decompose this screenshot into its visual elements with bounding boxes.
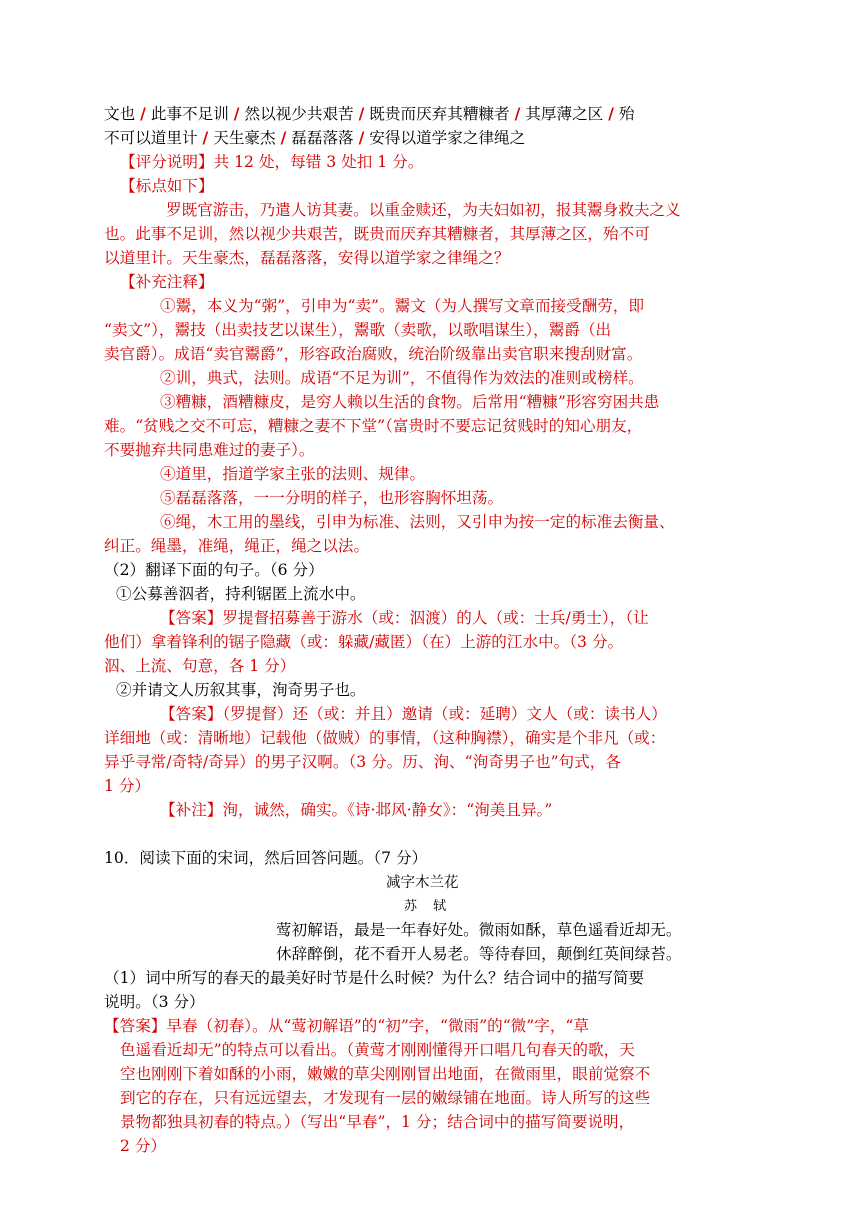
note-line: ⑥绳，木工用的墨线，引申为标准、法则，又引申为按一定的标准去衡量、 (160, 513, 675, 531)
answer-text: （罗提督）还（或：并且）邀请（或：延聘）文人（或：读书人） (222, 705, 667, 723)
segment: 此事不足训 (150, 105, 229, 123)
segment: 然以视少共艰苦 (244, 105, 354, 123)
note-line: ②训，典式，法则。成语“不足为训”，不值得作为效法的准则或榜样。 (160, 369, 644, 387)
notes-label: 【补充注释】 (120, 273, 214, 291)
punctuation-label: 【标点如下】 (120, 177, 214, 195)
note-line: 难。“贫贱之交不可忘，糟糠之妻不下堂”（富贵时不要忘记贫贱时的知心朋友， (104, 417, 643, 435)
item2-answer-line: 详细地（或：清晰地）记载他（做贼）的事情，（这种胸襟），确实是个非凡（或： (104, 729, 666, 747)
segment: 文也 (104, 105, 136, 123)
q10-answer-line: 景物都独具初春的特点。）（写出“早春”，1 分；结合词中的描写简要说明， (120, 1113, 635, 1131)
poem-line: 休辞醉倒，花不看开人易老。等待春回，颠倒红英间绿苔。 (276, 945, 682, 963)
q10-answer-line: 空也刚刚下着如酥的小雨，嫩嫩的草尖刚刚冒出地面，在微雨里，眼前觉察不 (120, 1065, 651, 1083)
segment: 殆 (618, 105, 635, 123)
segment: 不可以道里计 (104, 129, 198, 147)
segment: 磊磊落落 (291, 129, 354, 147)
q10-answer-line: 色遥看近却无”的特点可以看出。（黄莺才刚刚懂得开口唱几句春天的歌，天 (120, 1041, 635, 1059)
note-line: ④道里，指道学家主张的法则、规律。 (160, 465, 426, 483)
separator: / (608, 104, 614, 123)
scoring-text: 共 12 处，每错 3 处扣 1 分。 (213, 153, 424, 171)
answer-text: 早春（初春）。从“莺初解语”的“初”字，“微雨”的“微”字，“草 (166, 1017, 589, 1035)
answer-label: 【答案】 (160, 705, 223, 723)
q10-answer-line: 到它的存在，只有远远望去，才发现有一层的嫩绿铺在地面。诗人所写的这些 (120, 1089, 651, 1107)
item1-answer-line (160, 608, 649, 628)
supplement-note (160, 800, 552, 820)
punctuation-line: 以道里计。天生豪杰，磊磊落落，安得以道学家之律绳之？ (104, 249, 510, 267)
translation-item2: ②并请文人历叙其事，洵奇男子也。 (116, 681, 366, 699)
segment: 安得以道学家之律绳之 (369, 129, 526, 147)
segment: 其厚薄之区 (525, 105, 604, 123)
answer-line-2 (104, 128, 525, 148)
note-line: ③糟糠，酒糟糠皮，是穷人赖以生活的食物。后常用“糟糠”形容穷困共患 (160, 393, 660, 411)
item1-answer-line: 泅、上流、句意，各 1 分） (104, 657, 296, 675)
poem-line: 莺初解语，最是一年春好处。微雨如酥，草色遥看近却无。 (276, 921, 682, 939)
q10-sub1-question: （1）词中所写的春天的最美好时节是什么时候？为什么？结合词中的描写简要 (104, 969, 645, 987)
segment: 天生豪杰 (213, 129, 276, 147)
segment: 既贵而厌弃其糟糠者 (369, 105, 510, 123)
note-line: 纠正。绳墨，准绳，绳正，绳之以法。 (104, 537, 370, 555)
q10-question: 10．阅读下面的宋词，然后回答问题。（7 分） (104, 849, 428, 867)
q10-answer-line: 2 分） (120, 1137, 167, 1155)
note-line: 不要抛弃共同患难过的妻子）。 (104, 441, 315, 459)
poem-author: 苏 轼 (404, 899, 453, 914)
answer-label: 【答案】 (104, 1017, 167, 1035)
note-line: ⑤磊磊落落，一一分明的样子，也形容胸怀坦荡。 (160, 489, 504, 507)
scoring-label: 【评分说明】 (120, 153, 214, 171)
translation-item1: ①公募善泅者，持利锯匿上流水中。 (116, 585, 366, 603)
q10-answer-line (104, 1016, 589, 1036)
item2-answer-line (160, 704, 667, 724)
note-line: 卖官爵）。成语“卖官鬻爵”，形容政治腐败，统治阶级靠出卖官职来搜刮财富。 (104, 345, 643, 363)
item1-answer-line: 他们）拿着锋利的锯子隐藏（或：躲藏/藏匿）（在）上游的江水中。（3 分。 (104, 633, 624, 651)
answer-label: 【答案】 (160, 609, 223, 627)
punctuation-line: 罗既官游击，乃遣人访其妻。以重金赎还，为夫妇如初，报其鬻身救夫之义 (166, 201, 681, 219)
scoring-note (120, 152, 423, 172)
note-line: ①鬻，本义为“粥”，引申为“卖”。鬻文（为人撰写文章而接受酬劳，即 (160, 297, 645, 315)
supplement-label: 【补注】 (160, 801, 223, 819)
separator: / (358, 128, 365, 147)
note-line: “卖文”），鬻技（出卖技艺以谋生），鬻歌（卖歌，以歌唱谋生），鬻爵（出 (104, 321, 612, 339)
separator: / (280, 128, 287, 147)
separator: / (358, 104, 365, 123)
answer-text: 罗提督招募善于游水（或：泅渡）的人（或：士兵/勇士），（让 (222, 609, 649, 627)
separator: / (140, 104, 146, 123)
item2-answer-line: 1 分） (104, 777, 151, 795)
punctuation-line: 也。此事不足训，然以视少共艰苦，既贵而厌弃其糟糠者，其厚薄之区，殆不可 (104, 225, 650, 243)
item2-answer-line: 异乎寻常/奇特/奇异）的男子汉啊。（3 分。历、洵、“洵奇男子也”句式，各 (104, 753, 621, 771)
answer-line-1 (104, 104, 635, 124)
separator: / (202, 128, 209, 147)
translation-question: （2）翻译下面的句子。（6 分） (104, 561, 324, 579)
poem-title: 减字木兰花 (386, 875, 459, 891)
supplement-text: 洵，诚然，确实。《诗·邶风·静女》：“洵美且异。” (222, 801, 553, 819)
q10-sub1-question: 说明。（3 分） (104, 993, 205, 1011)
separator: / (233, 104, 240, 123)
separator: / (514, 104, 521, 123)
